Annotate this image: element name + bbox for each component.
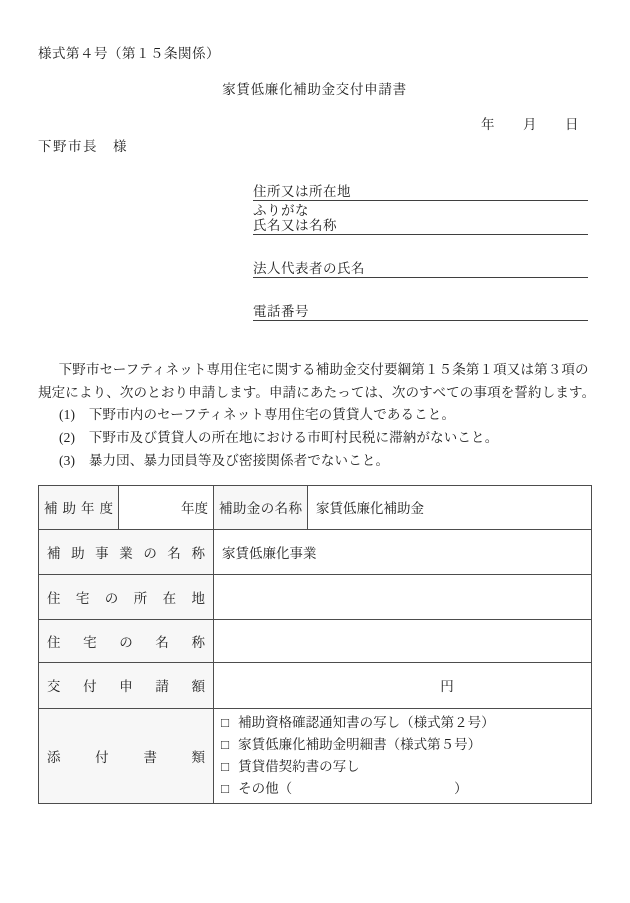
attachment-item-label: 家賃低廉化補助金明細書（様式第５号） — [238, 736, 482, 752]
checkbox-icon: □ — [221, 758, 230, 774]
form-title: 家賃低廉化補助金交付申請書 — [222, 82, 407, 97]
table-row-attachments — [39, 708, 592, 803]
furigana-label: ふりがな — [253, 203, 309, 218]
attachment-item — [221, 734, 591, 756]
project-name-value: 家賃低廉化事業 — [214, 529, 592, 574]
form-number: 様式第４号（第１５条関係） — [38, 46, 220, 61]
pledge-item-2: (2) 下野市及び賃貸人の所在地における市町村民税に滞納がないこと。 — [59, 430, 499, 446]
pledge-paragraph — [38, 359, 596, 473]
name-field-line — [253, 219, 588, 235]
spacer — [253, 235, 588, 254]
spacer — [253, 278, 588, 297]
phone-field-line — [253, 297, 588, 321]
project-name-label: 補助事業の名称 — [39, 529, 214, 574]
housing-location-label: 住宅の所在地 — [39, 574, 214, 619]
subsidy-year-value: 年度 — [119, 485, 214, 529]
attachments-label: 添付書類 — [39, 708, 214, 803]
subsidy-year-label: 補助年度 — [39, 485, 119, 529]
table-row-housing-name — [39, 619, 592, 662]
address-label: 住所又は所在地 — [253, 184, 351, 199]
checkbox-icon: □ — [221, 714, 230, 730]
applicant-block — [253, 182, 588, 321]
application-table — [38, 485, 592, 804]
housing-name-label: 住宅の名称 — [39, 619, 214, 662]
attachment-item — [221, 712, 591, 734]
subsidy-name-label: 補助金の名称 — [214, 485, 308, 529]
table-row-project-name — [39, 529, 592, 574]
table-row-application-amount — [39, 662, 592, 708]
pledge-intro-line-1: 下野市セーフティネット専用住宅に関する補助金交付要綱第１５条第１項又は第３項の — [45, 362, 589, 377]
attachment-item — [221, 778, 591, 800]
pledge-item-3: (3) 暴力団、暴力団員等及び密接関係者でないこと。 — [59, 452, 390, 468]
application-amount-value: 円 — [214, 662, 592, 708]
name-label: 氏名又は名称 — [253, 218, 337, 233]
pledge-item-1: (1) 下野市内のセーフティネット専用住宅の賃貸人であること。 — [59, 407, 456, 423]
housing-location-value — [214, 574, 592, 619]
housing-name-value — [214, 619, 592, 662]
attachment-item-label: 賃貸借契約書の写し — [238, 758, 360, 774]
representative-label: 法人代表者の氏名 — [253, 261, 365, 276]
checkbox-icon: □ — [221, 736, 230, 752]
addressee: 下野市長 様 — [38, 139, 128, 154]
checkbox-icon: □ — [221, 780, 230, 796]
attachment-item — [221, 756, 591, 778]
subsidy-name-value: 家賃低廉化補助金 — [308, 485, 592, 529]
phone-label: 電話番号 — [253, 304, 309, 319]
table-row-subsidy-year — [39, 485, 592, 529]
table-row-housing-location — [39, 574, 592, 619]
attachments-list — [214, 708, 592, 803]
attachment-item-label: 補助資格確認通知書の写し（様式第２号） — [238, 714, 495, 730]
attachment-item-label: その他（ ） — [238, 780, 468, 796]
date-line: 年 月 日 — [481, 117, 579, 132]
application-amount-label: 交付申請額 — [39, 662, 214, 708]
pledge-intro-line-2: 規定により、次のとおり申請します。申請にあたっては、次のすべての事項を誓約します。 — [38, 384, 596, 400]
representative-field-line — [253, 254, 588, 278]
